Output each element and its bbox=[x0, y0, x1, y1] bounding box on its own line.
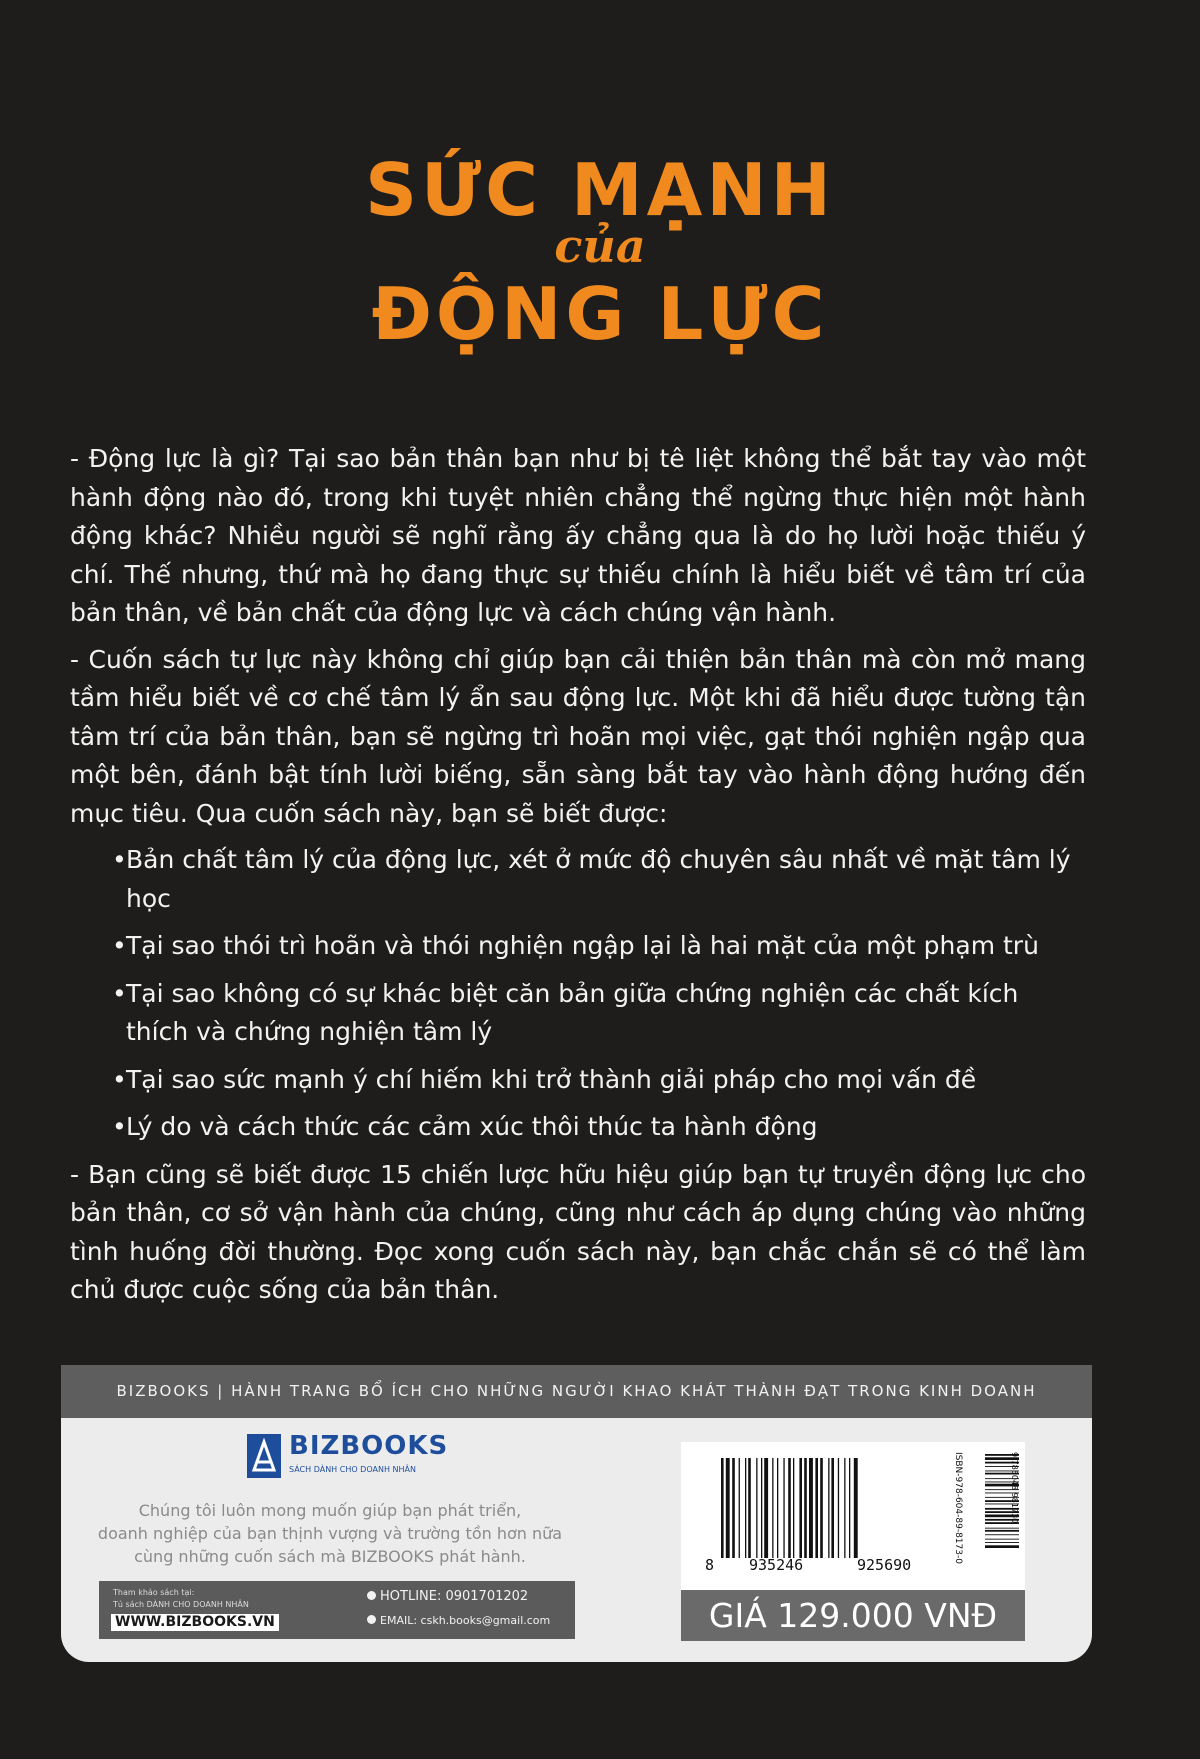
barcode-stripe bbox=[828, 1458, 829, 1558]
barcode-digits-group2: 925690 bbox=[857, 1556, 912, 1574]
barcode-stripe bbox=[844, 1458, 845, 1558]
isbn-label: ISBN-978-604-89-8173-0 bbox=[953, 1452, 963, 1564]
barcode-stripe bbox=[732, 1458, 735, 1558]
barcode-stripe bbox=[783, 1458, 784, 1558]
barcode-stripe bbox=[777, 1458, 778, 1558]
isbn-digits: 9 786048 981730 bbox=[1010, 1452, 1019, 1524]
website-link[interactable]: WWW.BIZBOOKS.VN bbox=[111, 1614, 279, 1631]
barcode-stripe bbox=[815, 1458, 818, 1558]
cover-title-line2: ĐỘNG LỰC bbox=[371, 272, 829, 356]
barcode bbox=[681, 1442, 1025, 1590]
barcode-stripe bbox=[756, 1458, 757, 1558]
barcode-bars bbox=[721, 1458, 941, 1558]
list-item: • Lý do và cách thức các cảm xúc thôi thúc ta hành động bbox=[112, 1108, 1086, 1147]
barcode-stripe bbox=[793, 1458, 794, 1558]
list-item: • Tại sao sức mạnh ý chí hiếm khi trở thành giải pháp cho mọi vấn đề bbox=[112, 1061, 1086, 1100]
barcode-digit-prefix: 8 bbox=[705, 1556, 715, 1574]
barcode-stripe bbox=[809, 1458, 813, 1558]
benefits-list bbox=[70, 841, 1086, 1147]
barcode-stripe bbox=[849, 1458, 850, 1558]
description-paragraph-2: - Cuốn sách tự lực này không chỉ giúp bạn cải thiện bản thân mà còn mở mang tầm hiểu biết về cơ chế tâm lý ẩn sau động lực. Một khi đã hiểu được tường tận tâm trí của bản thân, bạn sẽ ngừng trì hoãn mọi việc, gạt thói nghiện ngập qua một bên, đánh bật tính lười biếng, sẵn sàng bắt tay vào hành động hướng đến mục tiêu. Qua cuốn sách này, bạn sẽ biết được: bbox=[70, 644, 1086, 828]
email-text bbox=[367, 1614, 550, 1627]
footer-tagline-band: BIZBOOKS | HÀNH TRANG BỔ ÍCH CHO NHỮNG NGƯỜI KHAO KHÁT THÀNH ĐẠT TRONG KINH DOANH bbox=[61, 1365, 1092, 1418]
barcode-stripe bbox=[748, 1458, 751, 1558]
slogan-line: doanh nghiệp của bạn thịnh vượng và trường tồn hơn nữa bbox=[97, 1524, 563, 1543]
reference-shelf: Tủ sách DÀNH CHO DOANH NHÂN bbox=[113, 1600, 249, 1609]
description-paragraph-3: - Bạn cũng sẽ biết được 15 chiến lược hữu hiệu giúp bạn tự truyền động lực cho bản thân, cơ sở vận hành của chúng, cũng như cách áp dụng chúng vào những tình huống đời thường. Đọc xong cuốn sách này, bạn chắc chắn sẽ có thể làm chủ được cuộc sống của bản thân. bbox=[70, 1159, 1086, 1304]
barcode-stripe bbox=[788, 1458, 791, 1558]
barcode-stripe bbox=[820, 1458, 823, 1558]
cover-title-line1: SỨC MẠNH bbox=[365, 148, 835, 232]
publisher-slogan bbox=[81, 1499, 579, 1568]
slogan-line: Chúng tôi luôn mong muốn giúp bạn phát triển, bbox=[138, 1501, 522, 1520]
barcode-stripe bbox=[854, 1458, 858, 1558]
price-label: GIÁ 129.000 VNĐ bbox=[681, 1590, 1025, 1641]
email-value: EMAIL: cskh.books@gmail.com bbox=[380, 1614, 551, 1627]
barcode-stripe bbox=[745, 1458, 746, 1558]
list-item: • Tại sao thói trì hoãn và thói nghiện ngập lại là hai mặt của một phạm trù bbox=[112, 927, 1086, 966]
barcode-stripe bbox=[838, 1458, 839, 1558]
bizbooks-logo bbox=[247, 1431, 449, 1483]
logo-subtitle: SÁCH DÀNH CHO DOANH NHÂN bbox=[289, 1465, 416, 1474]
barcode-stripe bbox=[764, 1458, 768, 1558]
barcode-stripe bbox=[831, 1458, 834, 1558]
hotline-text bbox=[367, 1589, 528, 1604]
barcode-stripe bbox=[804, 1458, 807, 1558]
publisher-footer bbox=[61, 1365, 1092, 1662]
reference-label: Tham khảo sách tại: bbox=[113, 1588, 195, 1597]
email-icon bbox=[367, 1615, 376, 1624]
logo-emblem-icon bbox=[247, 1434, 281, 1478]
slogan-line: cùng những cuốn sách mà BIZBOOKS phát hành. bbox=[134, 1547, 526, 1566]
barcode-stripe bbox=[721, 1458, 724, 1558]
list-item: • Tại sao không có sự khác biệt căn bản giữa chứng nghiện các chất kích thích và chứng nghiện tâm lý bbox=[112, 975, 1086, 1052]
description-paragraph-1: - Động lực là gì? Tại sao bản thân bạn như bị tê liệt không thể bắt tay vào một hành động nào đó, trong khi tuyệt nhiên chẳng thể ngừng thực hiện một hành động khác? Nhiều người sẽ nghĩ rằng ấy chẳng qua là do họ lười hoặc thiếu ý chí. Thế nhưng, thứ mà họ đang thực sự thiếu chính là hiểu biết về tâm trí của bản thân, về bản chất của động lực và cách chúng vận hành. bbox=[70, 444, 1086, 627]
list-item: • Bản chất tâm lý của động lực, xét ở mức độ chuyên sâu nhất về mặt tâm lý học bbox=[112, 841, 1086, 918]
barcode-digits-group1: 935246 bbox=[749, 1556, 804, 1574]
barcode-stripe bbox=[739, 1458, 740, 1558]
barcode-stripe bbox=[726, 1458, 730, 1558]
barcode-stripe bbox=[772, 1458, 773, 1558]
logo-wordmark: BIZBOOKS bbox=[289, 1431, 449, 1461]
hotline-value: HOTLINE: 0901701202 bbox=[380, 1589, 529, 1604]
barcode-stripe bbox=[761, 1458, 762, 1558]
book-description bbox=[70, 440, 1086, 1318]
contact-info-box bbox=[99, 1581, 575, 1639]
barcode-stripe bbox=[799, 1458, 802, 1558]
phone-icon bbox=[367, 1591, 376, 1600]
cover-title-connector: của bbox=[554, 219, 646, 273]
